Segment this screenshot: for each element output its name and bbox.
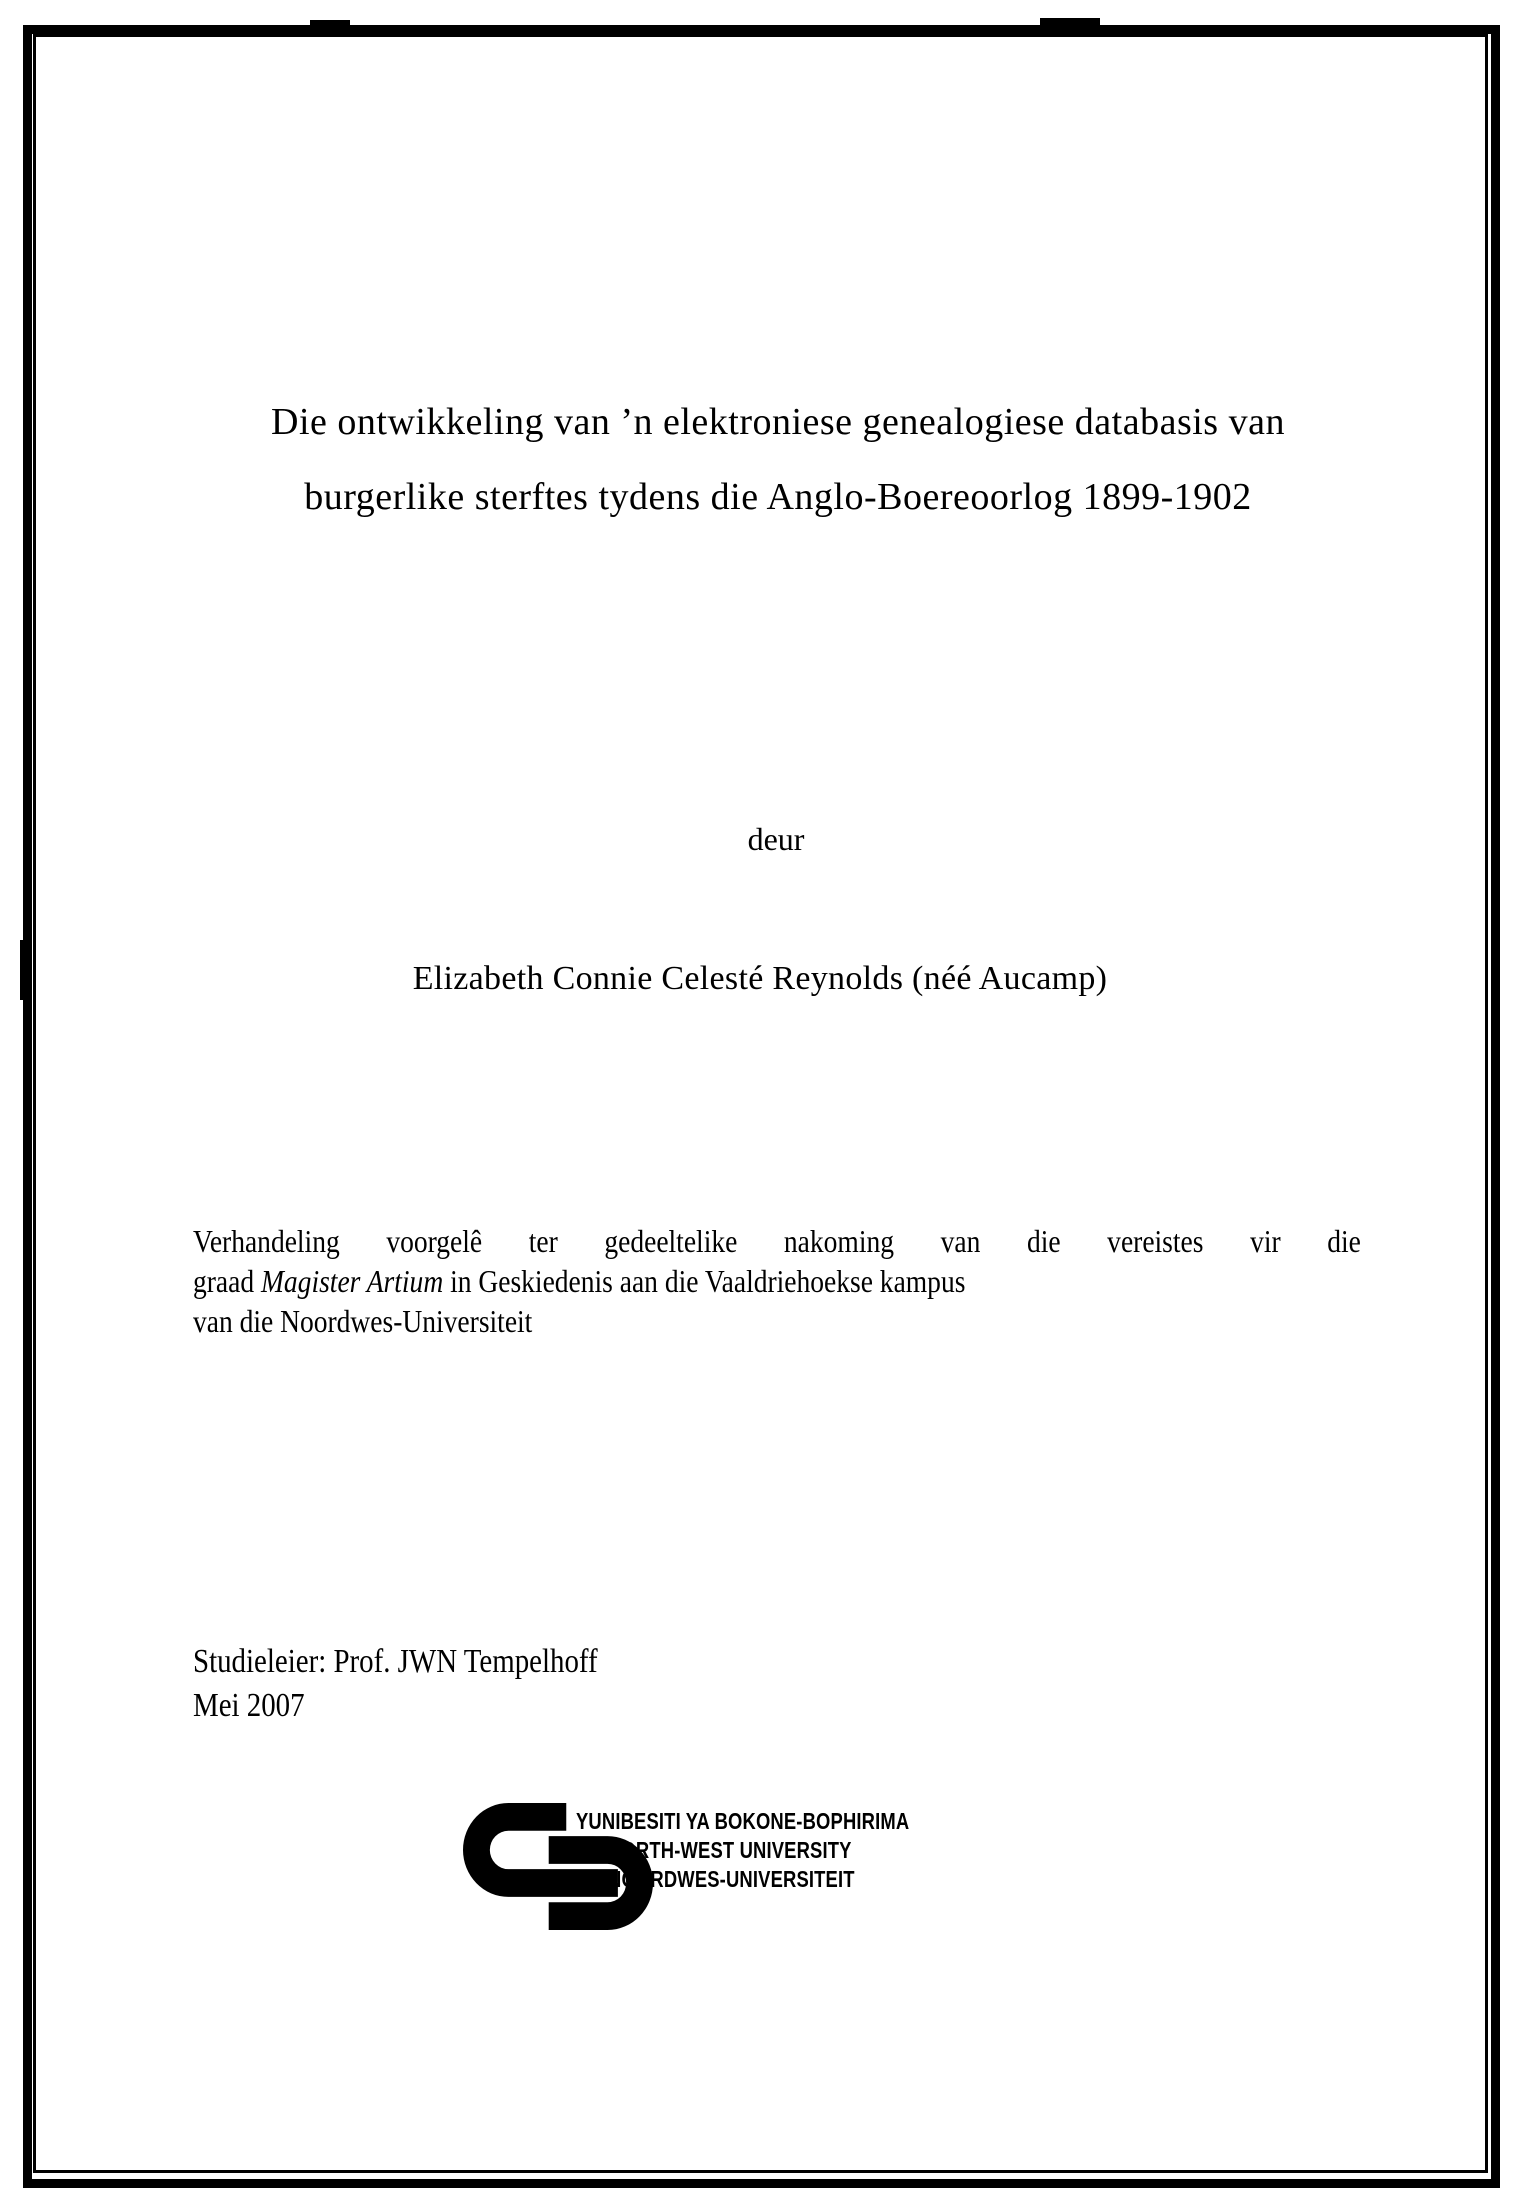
- date-line: Mei 2007: [193, 1687, 305, 1724]
- statement-line-3: van die Noordwes-Universiteit: [193, 1303, 533, 1339]
- statement-line-2: [193, 1261, 1361, 1301]
- thesis-statement: [193, 1221, 1361, 1341]
- statement-line-1: Verhandeling voorgelê ter gedeeltelike nakoming van die vereistes vir die: [193, 1223, 1361, 1259]
- logo-line-afrikaans: NOORDWES-UNIVERSITEIT: [608, 1866, 855, 1892]
- supervisor-line: Studieleier: Prof. JWN Tempelhoff: [193, 1643, 598, 1680]
- byline-deur: deur: [747, 821, 805, 857]
- logo-line-english: NORTH-WEST UNIVERSITY: [608, 1837, 852, 1863]
- statement-line-2-prefix: graad: [193, 1263, 261, 1299]
- supervisor-block: [193, 1640, 598, 1728]
- title-line-2: burgerlike sterftes tydens die Anglo-Boereoorlog 1899-1902: [304, 476, 1252, 518]
- scan-artifact: [310, 20, 350, 26]
- logo-line-setswana: YUNIBESITI YA BOKONE-BOPHIRIMA: [576, 1808, 910, 1834]
- statement-line-2-suffix: in Geskiedenis aan die Vaaldriehoekse kampus: [443, 1263, 966, 1299]
- title-line-1: Die ontwikkeling van ’n elektroniese genealogiese databasis van: [271, 401, 1285, 443]
- author-name: Elizabeth Connie Celesté Reynolds (néé Aucamp): [412, 960, 1108, 997]
- university-logo-text: [576, 1807, 909, 1894]
- university-logo: [463, 1803, 1063, 1933]
- statement-degree-name: Magister Artium: [260, 1263, 444, 1299]
- scan-artifact: [1040, 18, 1100, 25]
